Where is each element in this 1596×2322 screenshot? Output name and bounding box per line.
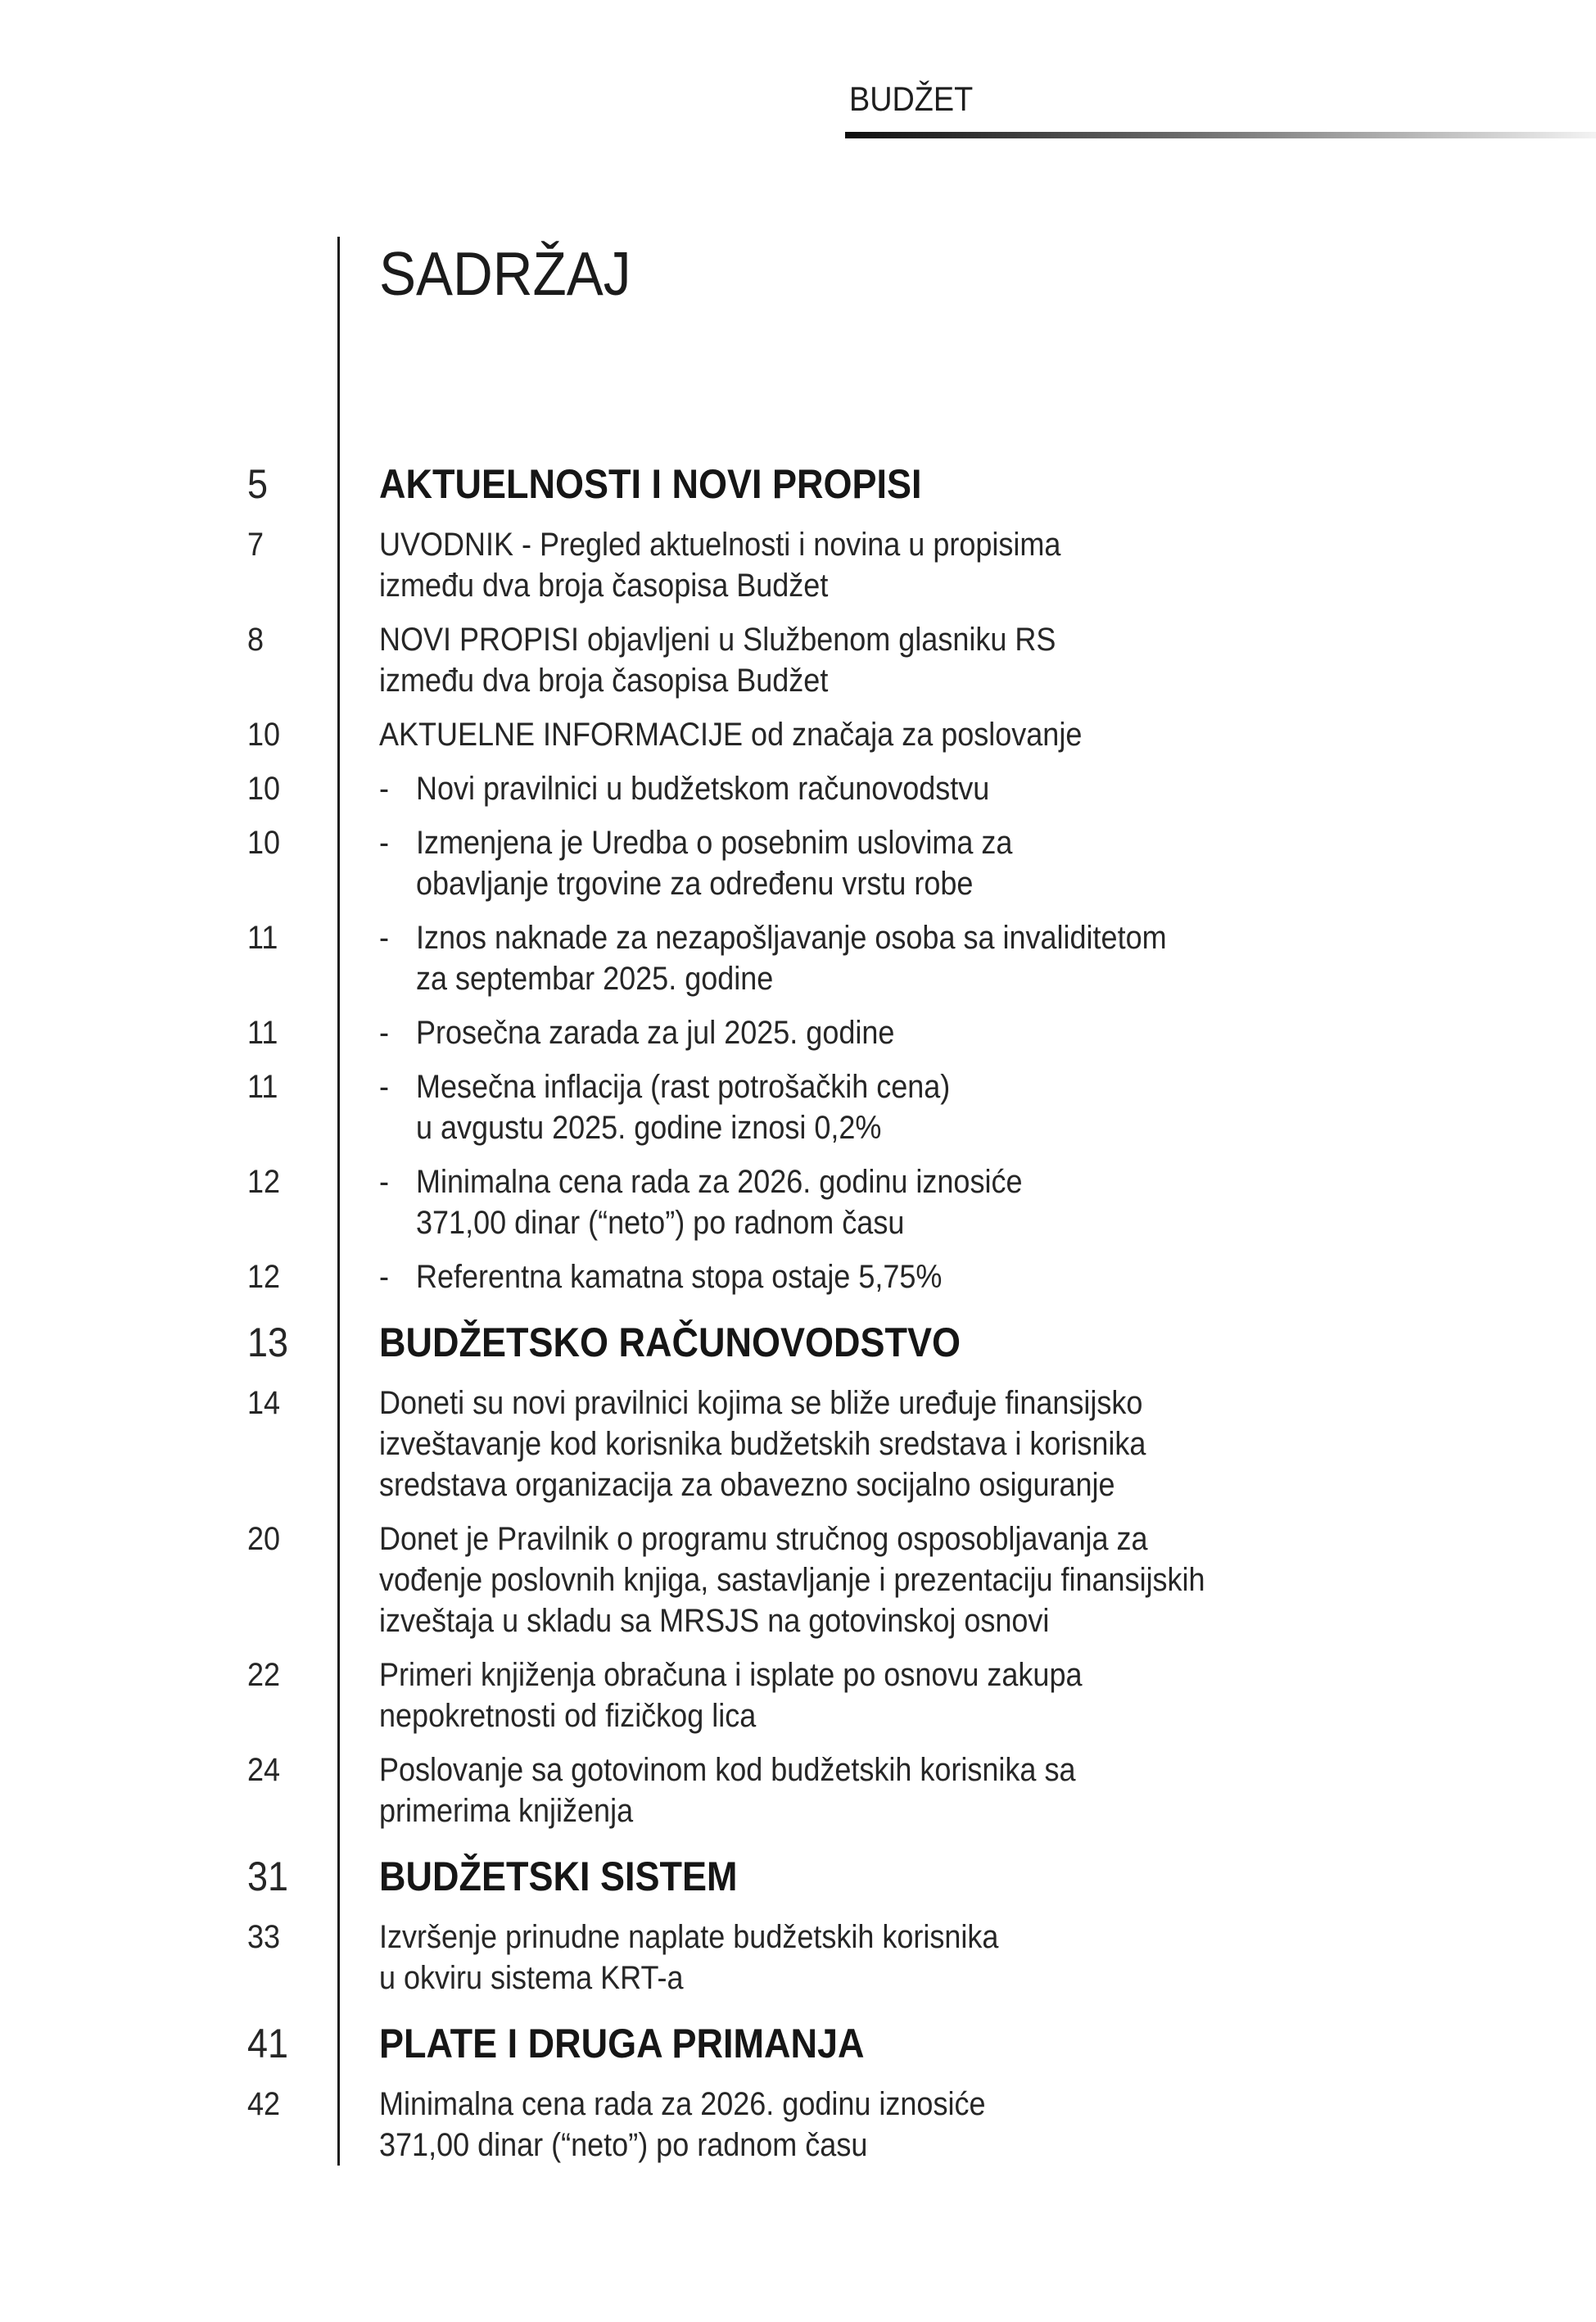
toc-page-number: 11 [247,920,278,956]
toc-page-number: 10 [247,771,281,807]
magazine-title-text: BUDŽET [849,79,974,118]
toc-entry [247,1844,1500,1917]
sub-item-dash: - [379,1015,389,1051]
toc-entry-text: AKTUELNOSTI I NOVI PROPISI [337,452,1500,524]
toc-entry-text: - Iznos naknade za nezapošljavanje osoba sa invaliditetom za septembar 2025. godine [337,917,1500,1012]
toc-entry [247,822,1500,917]
toc-entry [247,1066,1500,1161]
toc-entry-text: - Novi pravilnici u budžetskom računovodstvu [337,768,1500,822]
toc-page-number: 42 [247,2086,281,2122]
toc-page-number: 5 [247,461,269,507]
toc-entry [247,714,1500,768]
toc-entry [247,1161,1500,1256]
toc-entry [247,2084,1500,2166]
sub-item-dash: - [379,771,389,807]
toc-entry [247,1310,1500,1383]
toc-entry [247,1383,1500,1519]
toc-entry [247,1012,1500,1066]
toc-page-number: 14 [247,1385,281,1421]
toc-entry [247,619,1500,714]
toc-page-number: 24 [247,1752,281,1788]
toc-entry [247,768,1500,822]
page-title-cell [337,237,1500,452]
sub-item-dash: - [379,920,389,956]
table-of-contents [247,237,1500,2166]
toc-entry-text: Donet je Pravilnik o programu stručnog osposobljavanja za vođenje poslovnih knjiga, sastavljanje i prezentaciju finansijskih izveštaja u skladu sa MRSJS na gotovinskoj osnovi [337,1519,1500,1654]
toc-page-number: 8 [247,622,264,658]
toc-page-number: 22 [247,1657,281,1693]
toc-entry [247,1749,1500,1844]
page-title-row [247,237,1500,452]
toc-entry-text: PLATE I DRUGA PRIMANJA [337,2012,1500,2084]
toc-entry-text: - Referentna kamatna stopa ostaje 5,75% [337,1256,1500,1310]
toc-page-number: 10 [247,825,281,861]
sub-item-dash: - [379,1164,389,1200]
toc-entry-text: BUDŽETSKO RAČUNOVODSTVO [337,1310,1500,1383]
toc-entry-text: UVODNIK - Pregled aktuelnosti i novina u propisima između dva broja časopisa Budžet [337,524,1500,619]
sub-item-dash: - [379,1259,389,1295]
toc-entry-text: - Mesečna inflacija (rast potrošačkih cena) u avgustu 2025. godine iznosi 0,2% [337,1066,1500,1161]
sub-item-dash: - [379,825,389,861]
toc-entry [247,917,1500,1012]
toc-entry-text: Primeri knjiženja obračuna i isplate po osnovu zakupa nepokretnosti od fizičkog lica [337,1654,1500,1749]
toc-page-number: 33 [247,1919,281,1955]
toc-entry-text: Minimalna cena rada za 2026. godinu iznosiće 371,00 dinar (“neto”) po radnom času [337,2084,1500,2166]
toc-entry [247,452,1500,524]
magazine-title [849,79,987,119]
toc-page-number: 7 [247,527,264,563]
toc-entry [247,1917,1500,2012]
toc-entry [247,1654,1500,1749]
toc-entry-text: - Minimalna cena rada za 2026. godinu iznosiće 371,00 dinar (“neto”) po radnom času [337,1161,1500,1256]
toc-entry [247,524,1500,619]
toc-entry-text: - Izmenjena je Uredba o posebnim uslovima za obavljanje trgovine za određenu vrstu robe [337,822,1500,917]
toc-page-number: 31 [247,1854,289,1899]
toc-entry-text: - Prosečna zarada za jul 2025. godine [337,1012,1500,1066]
toc-page-number: 10 [247,717,281,753]
toc-entry-text: AKTUELNE INFORMACIJE od značaja za poslovanje [337,714,1500,768]
toc-entry-text: Doneti su novi pravilnici kojima se bliže uređuje finansijsko izveštavanje kod korisnika budžetskih sredstava i korisnika sredstava organizacija za obavezno socijalno osiguranje [337,1383,1500,1519]
toc-page-number: 11 [247,1069,278,1105]
page-title-number-spacer [247,237,337,452]
toc-page-number: 12 [247,1164,281,1200]
toc-page-number: 12 [247,1259,281,1295]
sub-item-dash: - [379,1069,389,1105]
toc-entry-text: Poslovanje sa gotovinom kod budžetskih korisnika sa primerima knjiženja [337,1749,1500,1844]
toc-entry-text: NOVI PROPISI objavljeni u Službenom glasniku RS između dva broja časopisa Budžet [337,619,1500,714]
toc-page-number: 41 [247,2021,289,2066]
toc-page-number: 20 [247,1521,281,1557]
toc-entry [247,1519,1500,1654]
toc-page-number: 13 [247,1319,289,1365]
header-gradient-rule [845,132,1596,138]
toc-entry [247,2012,1500,2084]
toc-entry [247,1256,1500,1310]
toc-page-number: 11 [247,1015,278,1051]
toc-entry-text: Izvršenje prinudne naplate budžetskih korisnika u okviru sistema KRT-a [337,1917,1500,2012]
toc-entry-text: BUDŽETSKI SISTEM [337,1844,1500,1917]
page-title: SADRŽAJ [379,239,631,308]
